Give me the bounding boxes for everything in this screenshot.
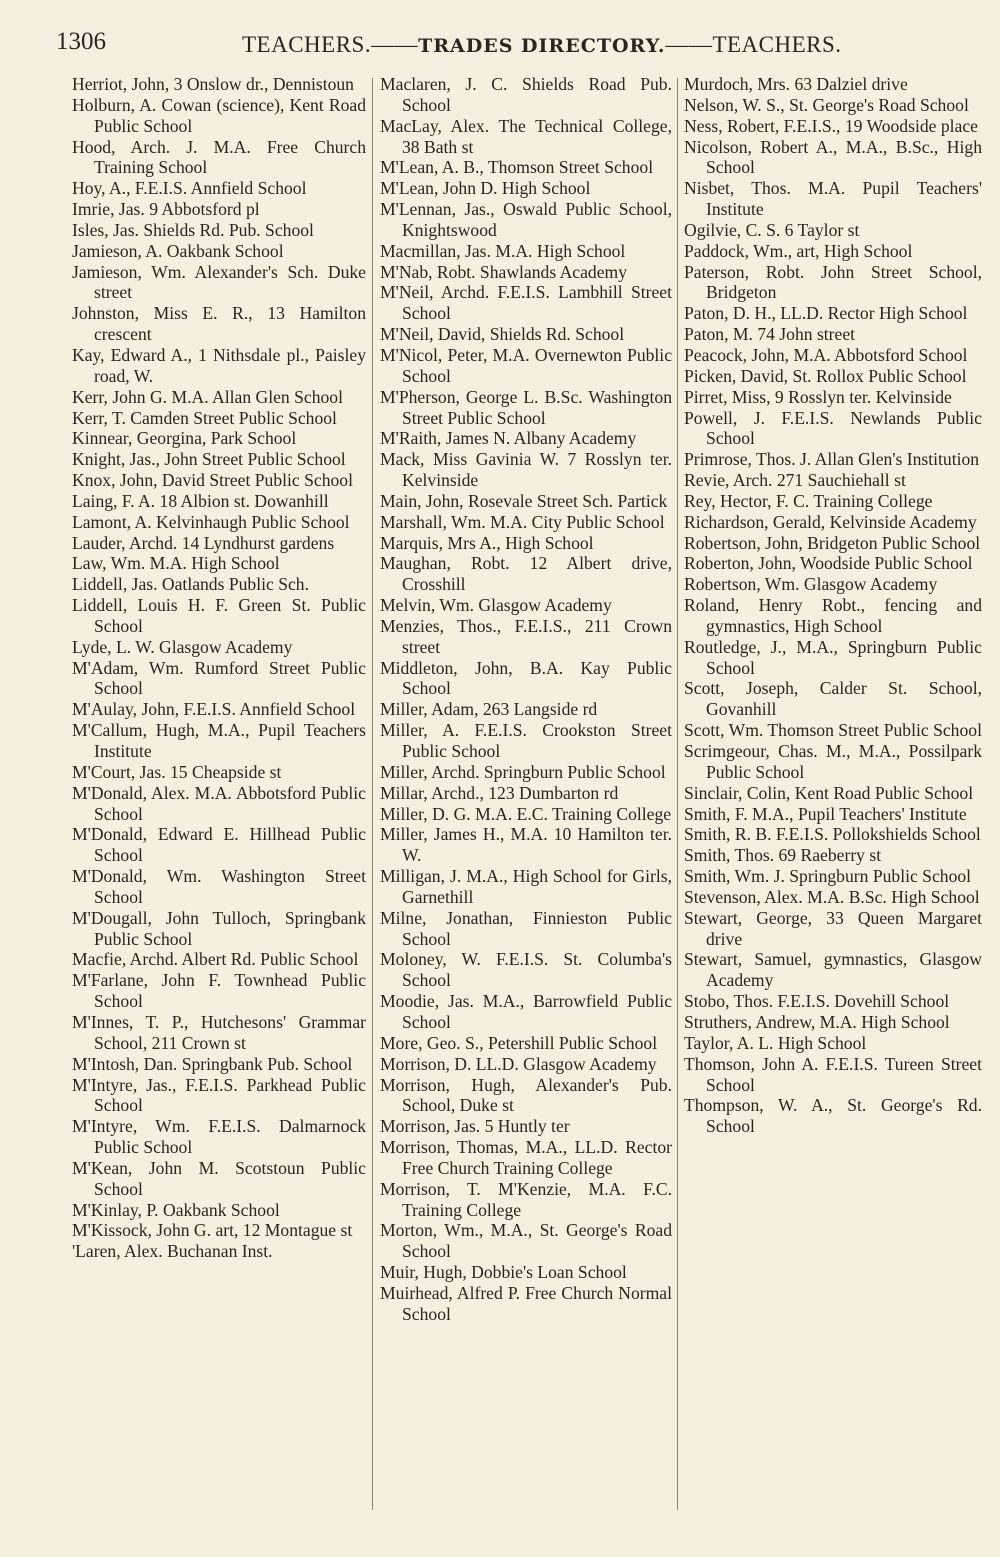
directory-entry: Muirhead, Alfred P. Free Church Normal School [380,1282,672,1324]
directory-entry: Struthers, Andrew, M.A. High School [684,1011,950,1032]
directory-entry: M'Kinlay, P. Oakbank School [72,1199,280,1220]
directory-entry: Primrose, Thos. J. Allan Glen's Institution [684,449,980,470]
directory-entry: Revie, Arch. 271 Sauchiehall st [684,470,906,491]
directory-entry: Hood, Arch. J. M.A. Free Church Training School [72,136,366,178]
directory-entry: Stevenson, Alex. M.A. B.Sc. High School [684,886,980,907]
directory-entry: M'Farlane, John F. Townhead Public School [72,970,366,1012]
directory-entry: 'Laren, Alex. Buchanan Inst. [72,1241,273,1262]
directory-entry: Miller, Archd. Springburn Public School [380,761,666,782]
directory-entry: Morrison, Jas. 5 Huntly ter [380,1116,570,1137]
directory-entry: Middleton, John, B.A. Kay Public School [380,657,672,699]
directory-entry: M'Intyre, Wm. F.E.I.S. Dalmarnock Public School [72,1116,366,1158]
directory-entry: Morrison, D. LL.D. Glasgow Academy [380,1053,657,1074]
column-right [684,74,982,1137]
directory-entry: Nicolson, Robert A., M.A., B.Sc., High School [684,136,982,178]
directory-entry: Maclaren, J. C. Shields Road Pub. School [380,74,672,115]
directory-entry: M'Neil, Archd. F.E.I.S. Lambhill Street School [380,282,672,324]
directory-columns [0,74,1000,1514]
directory-entry: Morrison, T. M'Kenzie, M.A. F.C. Training College [380,1178,672,1220]
directory-entry: Morrison, Thomas, M.A., LL.D. Rector Free Church Training College [380,1137,672,1178]
running-head-right: TEACHERS. [712,32,842,57]
directory-entry: M'Kissock, John G. art, 12 Montague st [72,1220,353,1241]
running-head-dash-right: —— [665,32,713,57]
directory-entry: M'Donald, Wm. Washington Street School [72,866,366,907]
directory-entry: Knight, Jas., John Street Public School [72,449,346,470]
directory-entry: Robertson, John, Bridgeton Public School [684,532,981,553]
directory-entry: Law, Wm. M.A. High School [72,553,280,574]
directory-entry: M'Lennan, Jas., Oswald Public School, Knightswood [380,199,672,240]
directory-entry: Thompson, W. A., St. George's Rd. School [684,1095,982,1137]
directory-entry: Kerr, T. Camden Street Public School [72,407,337,428]
directory-entry: Miller, D. G. M.A. E.C. Training College [380,803,672,824]
running-head-center: TRADES DIRECTORY. [418,35,666,57]
directory-entry: M'Lean, John D. High School [380,178,591,199]
directory-entry: M'Dougall, John Tulloch, Springbank Public School [72,907,366,949]
directory-entry: Imrie, Jas. 9 Abbotsford pl [72,199,260,220]
directory-entry: M'Pherson, George L. B.Sc. Washington Street Public School [380,386,672,428]
directory-entry: Taylor, A. L. High School [684,1032,867,1053]
directory-entry: Kinnear, Georgina, Park School [72,428,297,449]
directory-entry: Miller, Adam, 263 Langside rd [380,699,598,720]
directory-entry: Laing, F. A. 18 Albion st. Dowanhill [72,490,329,511]
directory-entry: Paterson, Robt. John Street School, Bridgeton [684,261,982,303]
directory-entry: Macmillan, Jas. M.A. High School [380,240,626,261]
directory-entry: Ness, Robert, F.E.I.S., 19 Woodside place [684,115,978,136]
directory-entry: Smith, Thos. 69 Raeberry st [684,845,882,866]
directory-entry: Muir, Hugh, Dobbie's Loan School [380,1262,627,1283]
directory-entry: M'Nicol, Peter, M.A. Overnewton Public School [380,344,672,386]
directory-entry: Pirret, Miss, 9 Rosslyn ter. Kelvinside [684,386,952,407]
directory-entry: Mack, Miss Gavinia W. 7 Rosslyn ter. Kelvinside [380,449,672,491]
directory-entry: Stobo, Thos. F.E.I.S. Dovehill School [684,991,950,1012]
directory-entry: Sinclair, Colin, Kent Road Public School [684,782,974,803]
page-header [56,28,842,68]
directory-entry: Moloney, W. F.E.I.S. St. Columba's School [380,949,672,991]
directory-entry: M'Court, Jas. 15 Cheapside st [72,761,282,782]
directory-entry: Main, John, Rosevale Street Sch. Partick [380,490,668,511]
directory-entry: Picken, David, St. Rollox Public School [684,365,967,386]
directory-entry: Robertson, Wm. Glasgow Academy [684,574,938,595]
directory-entry: Paton, M. 74 John street [684,324,856,345]
directory-entry: Paton, D. H., LL.D. Rector High School [684,303,968,324]
directory-entry: Liddell, Louis H. F. Green St. Public School [72,595,366,636]
directory-entry: M'Callum, Hugh, M.A., Pupil Teachers Institute [72,720,366,761]
directory-entry: Murdoch, Mrs. 63 Dalziel drive [684,74,908,94]
directory-entry: Morton, Wm., M.A., St. George's Road School [380,1220,672,1262]
running-head-left: TEACHERS. [242,32,372,57]
running-head [242,32,842,58]
directory-entry: Stewart, Samuel, gymnastics, Glasgow Academy [684,949,982,991]
directory-entry: Holburn, A. Cowan (science), Kent Road Public School [72,94,366,136]
directory-entry: Lauder, Archd. 14 Lyndhurst gardens [72,532,335,553]
directory-entry: Nelson, W. S., St. George's Road School [684,94,969,115]
directory-entry: Richardson, Gerald, Kelvinside Academy [684,511,977,532]
directory-entry: Liddell, Jas. Oatlands Public Sch. [72,574,310,595]
directory-entry: Paddock, Wm., art, High School [684,240,913,261]
directory-entry: Scott, Joseph, Calder St. School, Govanhill [684,678,982,720]
directory-entry: Hoy, A., F.E.I.S. Annfield School [72,178,307,199]
directory-entry: More, Geo. S., Petershill Public School [380,1032,658,1053]
directory-entry: Lyde, L. W. Glasgow Academy [72,636,293,657]
directory-entry: Marquis, Mrs A., High School [380,532,594,553]
column-left [72,74,366,1262]
directory-entry: MacLay, Alex. The Technical College, 38 Bath st [380,115,672,157]
directory-entry: M'Aulay, John, F.E.I.S. Annfield School [72,699,356,720]
directory-entry: Miller, A. F.E.I.S. Crookston Street Public School [380,720,672,761]
directory-entry: Roberton, John, Woodside Public School [684,553,973,574]
directory-entry: Kerr, John G. M.A. Allan Glen School [72,386,343,407]
directory-entry: Marshall, Wm. M.A. City Public School [380,511,665,532]
directory-entry: Thomson, John A. F.E.I.S. Tureen Street School [684,1053,982,1095]
directory-entry: Scott, Wm. Thomson Street Public School [684,720,982,741]
directory-entry: M'Intyre, Jas., F.E.I.S. Parkhead Public School [72,1074,366,1116]
column-middle [380,74,672,1325]
directory-entry: Macfie, Archd. Albert Rd. Public School [72,949,359,970]
directory-entry: Milne, Jonathan, Finnieston Public School [380,907,672,949]
directory-entry: Moodie, Jas. M.A., Barrowfield Public School [380,991,672,1032]
directory-entry: M'Raith, James N. Albany Academy [380,428,637,449]
directory-entry: M'Donald, Alex. M.A. Abbotsford Public School [72,782,366,824]
directory-entry: Scrimgeour, Chas. M., M.A., Possilpark Public School [684,741,982,782]
directory-entry: Routledge, J., M.A., Springburn Public School [684,636,982,678]
directory-entry: M'Neil, David, Shields Rd. School [380,324,625,345]
directory-entry: Nisbet, Thos. M.A. Pupil Teachers' Institute [684,178,982,220]
directory-entry: Ogilvie, C. S. 6 Taylor st [684,219,860,240]
directory-entry: M'Kean, John M. Scotstoun Public School [72,1157,366,1199]
directory-entry: Stewart, George, 33 Queen Margaret drive [684,907,982,949]
directory-entry: Miller, James H., M.A. 10 Hamilton ter. W. [380,824,672,866]
running-head-dash-left: —— [371,32,419,57]
directory-entry: Morrison, Hugh, Alexander's Pub. School, Duke st [380,1074,672,1116]
directory-entry: Roland, Henry Robt., fencing and gymnastics, High School [684,595,982,636]
directory-entry: Peacock, John, M.A. Abbotsford School [684,344,968,365]
directory-entry: Smith, F. M.A., Pupil Teachers' Institute [684,803,967,824]
directory-entry: Powell, J. F.E.I.S. Newlands Public School [684,407,982,449]
page-number: 1306 [56,28,106,55]
directory-entry: Smith, Wm. J. Springburn Public School [684,866,972,887]
directory-entry: M'Nab, Robt. Shawlands Academy [380,261,628,282]
directory-entry: M'Intosh, Dan. Springbank Pub. School [72,1053,353,1074]
directory-entry: Maughan, Robt. 12 Albert drive, Crosshill [380,553,672,595]
directory-entry: M'Adam, Wm. Rumford Street Public School [72,657,366,699]
directory-entry: Lamont, A. Kelvinhaugh Public School [72,511,350,532]
directory-entry: Herriot, John, 3 Onslow dr., Dennistoun [72,74,354,94]
directory-entry: Millar, Archd., 123 Dumbarton rd [380,782,619,803]
directory-entry: Jamieson, A. Oakbank School [72,240,284,261]
directory-entry: M'Lean, A. B., Thomson Street School [380,157,654,178]
directory-entry: Knox, John, David Street Public School [72,470,353,491]
directory-entry: Milligan, J. M.A., High School for Girls, Garnethill [380,866,672,907]
directory-entry: Rey, Hector, F. C. Training College [684,490,933,511]
directory-entry: Kay, Edward A., 1 Nithsdale pl., Paisley road, W. [72,344,366,386]
directory-entry: M'Innes, T. P., Hutchesons' Grammar School, 211 Crown st [72,1011,366,1053]
directory-entry: Menzies, Thos., F.E.I.S., 211 Crown street [380,615,672,657]
directory-entry: Melvin, Wm. Glasgow Academy [380,595,612,616]
directory-entry: Jamieson, Wm. Alexander's Sch. Duke street [72,261,366,303]
directory-entry: Isles, Jas. Shields Rd. Pub. School [72,219,314,240]
directory-entry: Johnston, Miss E. R., 13 Hamilton crescent [72,303,366,345]
directory-entry: Smith, R. B. F.E.I.S. Pollokshields School [684,824,981,845]
directory-entry: M'Donald, Edward E. Hillhead Public School [72,824,366,866]
